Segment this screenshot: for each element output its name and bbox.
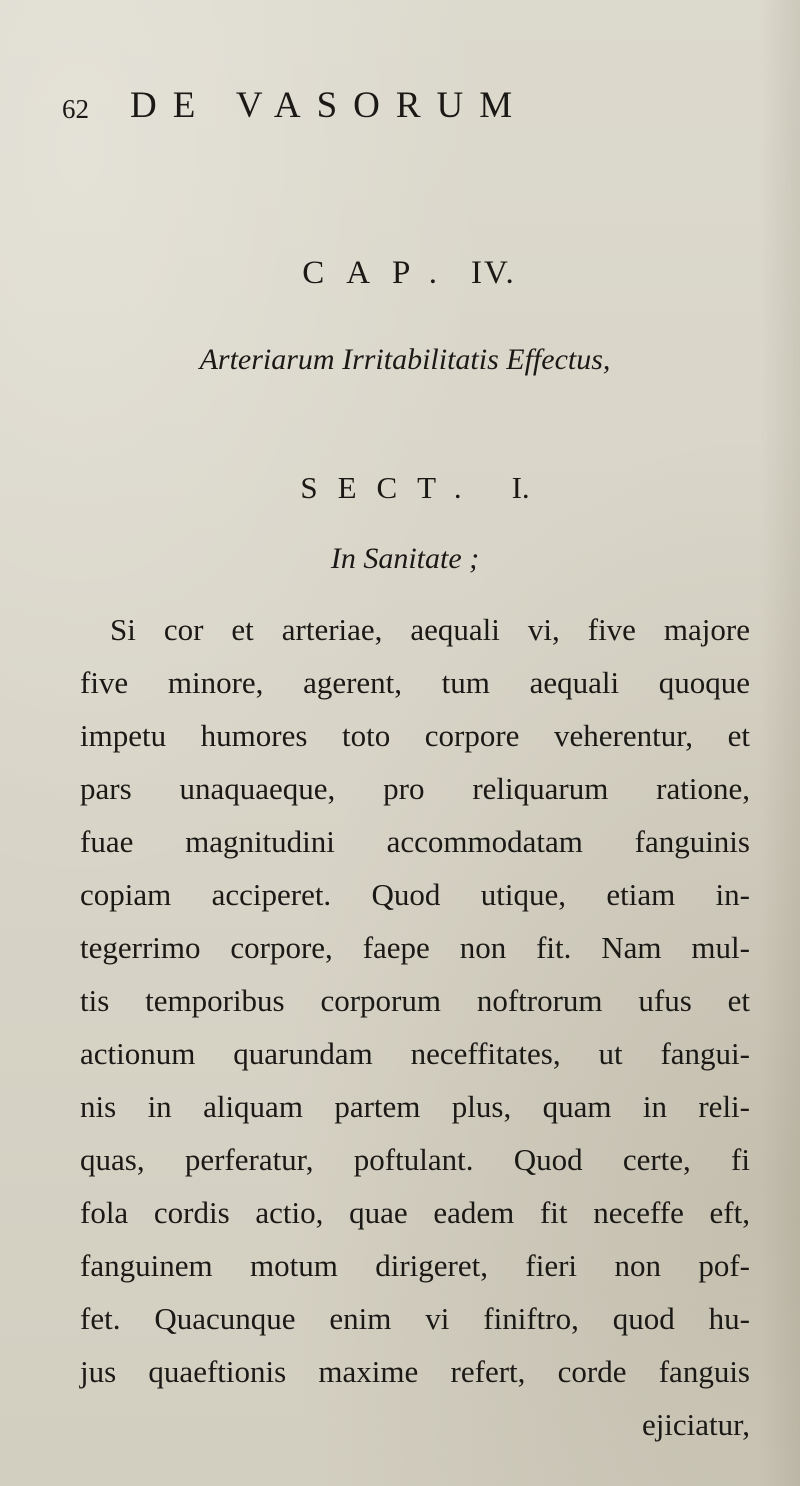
text-line: jus quaeftionis maxime refert, corde fanguis: [80, 1354, 750, 1389]
page-edge-shadow: [760, 0, 800, 1486]
chapter-label: CAP.: [302, 255, 459, 291]
text-line: fanguinem motum dirigeret, fieri non pof-: [80, 1248, 750, 1283]
catchword-line: ejiciatur,: [641, 1407, 750, 1442]
chapter-number: IV.: [470, 255, 516, 291]
text-line: fet. Quacunque enim vi finiftro, quod hu-: [80, 1301, 750, 1336]
text-line: fuae magnitudini accommodatam fanguinis: [80, 824, 750, 859]
chapter-heading: [0, 255, 800, 292]
text-line: quas, perferatur, poftulant. Quod certe, fi: [80, 1142, 750, 1177]
running-title: DE VASORUM: [130, 85, 529, 126]
running-header: [62, 82, 712, 132]
text-line: tegerrimo corpore, faepe non fit. Nam mul-: [80, 930, 750, 965]
section-heading: [0, 470, 800, 506]
page-number: 62: [62, 94, 89, 124]
section-subtitle: In Sanitate ;: [330, 542, 480, 575]
section-label: SECT.: [300, 470, 482, 505]
section-number: I.: [511, 470, 530, 505]
text-line: pars unaquaeque, pro reliquarum ratione,: [80, 771, 750, 806]
text-line: actionum quarundam neceffitates, ut fangui-: [80, 1036, 750, 1071]
text-line: nis in aliquam partem plus, quam in reli-: [80, 1089, 750, 1124]
body-paragraph: [80, 603, 750, 1451]
chapter-title: Arteriarum Irritabilitatis Effectus,: [199, 343, 611, 376]
text-line: impetu humores toto corpore veherentur, et: [80, 718, 750, 753]
text-line: Si cor et arteriae, aequali vi, five majore: [110, 612, 750, 647]
text-line: five minore, agerent, tum aequali quoque: [80, 665, 750, 700]
text-line: copiam acciperet. Quod utique, etiam in-: [80, 877, 750, 912]
text-line: fola cordis actio, quae eadem fit neceffe eft,: [80, 1195, 750, 1230]
text-line: tis temporibus corporum noftrorum ufus et: [80, 983, 750, 1018]
